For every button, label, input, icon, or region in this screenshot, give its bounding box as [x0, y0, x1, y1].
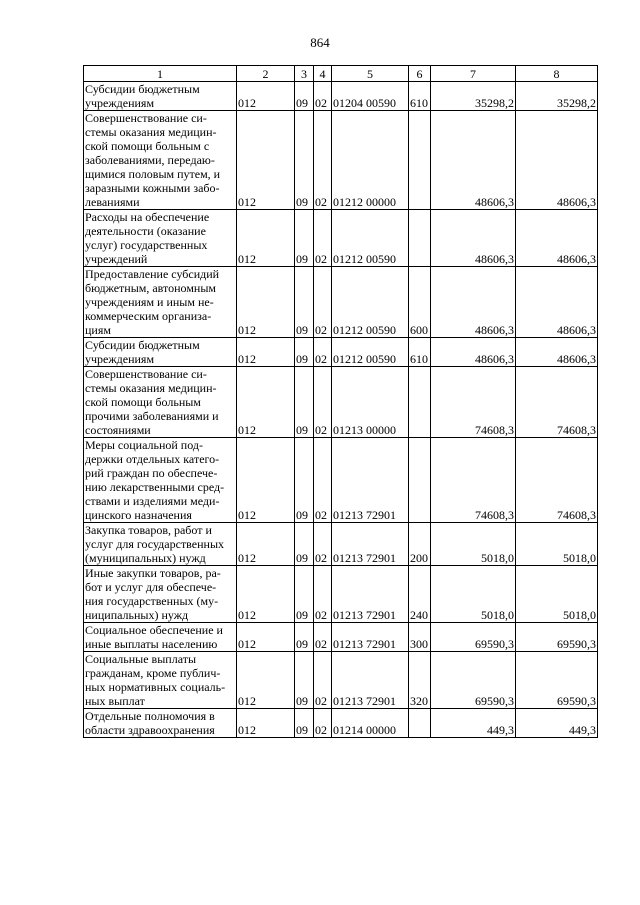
- row-name-line: бот и услуг для обеспече-: [85, 580, 217, 594]
- ministry-code-cell: 012: [237, 338, 295, 367]
- subsection-code-cell: 02: [314, 210, 332, 267]
- row-name-line: рий граждан по обеспече-: [85, 466, 218, 480]
- target-article-cell: 01212 00000: [332, 111, 409, 210]
- subsection-code-cell: 02: [314, 523, 332, 566]
- row-name-line: Отдельные полномочия в: [85, 709, 215, 723]
- column-header: 2: [237, 66, 295, 82]
- row-name-line: Меры социальной под-: [85, 438, 203, 452]
- row-name-line: ской помощи больным с: [85, 139, 210, 153]
- row-name-cell: [84, 652, 237, 709]
- amount-cell: 35298,2: [516, 82, 598, 111]
- ministry-code-cell: 012: [237, 652, 295, 709]
- column-header: 1: [84, 66, 237, 82]
- expense-type-cell: 240: [409, 566, 431, 623]
- row-name-line: ниципальных) нужд: [85, 608, 189, 622]
- row-name-line: щимися половым путем, и: [85, 167, 221, 181]
- row-name-line: услуг для государственных: [85, 537, 225, 551]
- ministry-code-cell: 012: [237, 438, 295, 523]
- row-name-line: цинского назначения: [85, 508, 192, 522]
- amount-cell: 35298,2: [431, 82, 516, 111]
- table-header-row: [84, 66, 598, 82]
- row-name-line: Расходы на обеспечение: [85, 210, 210, 224]
- row-name-line: гражданам, кроме публич-: [85, 666, 221, 680]
- subsection-code-cell: 02: [314, 709, 332, 738]
- target-article-cell: 01213 00000: [332, 367, 409, 438]
- section-code-cell: 09: [295, 523, 314, 566]
- row-name-line: услуг) государственных: [85, 238, 208, 252]
- section-code-cell: 09: [295, 652, 314, 709]
- section-code-cell: 09: [295, 623, 314, 652]
- row-name-line: состояниями: [85, 423, 151, 437]
- table-row: [84, 111, 598, 210]
- row-name-line: Совершенствование си-: [85, 111, 207, 125]
- table-row: [84, 623, 598, 652]
- amount-cell: 74608,3: [431, 438, 516, 523]
- page-number: 864: [310, 35, 330, 50]
- row-name-line: ния государственных (му-: [85, 594, 219, 608]
- row-name-cell: [84, 438, 237, 523]
- column-header: 8: [516, 66, 598, 82]
- row-name-line: Субсидии бюджетным: [85, 82, 200, 96]
- target-article-cell: 01204 00590: [332, 82, 409, 111]
- amount-cell: 48606,3: [516, 338, 598, 367]
- ministry-code-cell: 012: [237, 267, 295, 338]
- row-name-line: области здравоохранения: [85, 723, 215, 737]
- table-body: [84, 82, 598, 738]
- amount-cell: 5018,0: [431, 566, 516, 623]
- row-name-line: деятельности (оказание: [85, 224, 206, 238]
- expense-type-cell: [409, 367, 431, 438]
- row-name-line: учреждениям: [85, 96, 155, 110]
- amount-cell: 5018,0: [516, 566, 598, 623]
- table-row: [84, 709, 598, 738]
- column-header: 3: [295, 66, 314, 82]
- row-name-line: учреждениям и иным не-: [85, 295, 214, 309]
- row-name-line: Иные закупки товаров, ра-: [85, 566, 221, 580]
- row-name-line: (муниципальных) нужд: [85, 551, 206, 565]
- row-name-line: держки отдельных катего-: [85, 452, 220, 466]
- expense-type-cell: [409, 709, 431, 738]
- expense-type-cell: 610: [409, 338, 431, 367]
- row-name-line: ствами и изделиями меди-: [85, 494, 220, 508]
- expense-type-cell: 320: [409, 652, 431, 709]
- expense-type-cell: 600: [409, 267, 431, 338]
- row-name-line: нию лекарственными сред-: [85, 480, 225, 494]
- expense-type-cell: 200: [409, 523, 431, 566]
- row-name-line: ской помощи больным: [85, 395, 201, 409]
- section-code-cell: 09: [295, 566, 314, 623]
- row-name-cell: [84, 111, 237, 210]
- row-name-cell: [84, 82, 237, 111]
- row-name-line: ных выплат: [85, 694, 145, 708]
- subsection-code-cell: 02: [314, 438, 332, 523]
- subsection-code-cell: 02: [314, 623, 332, 652]
- ministry-code-cell: 012: [237, 210, 295, 267]
- row-name-line: иные выплаты населению: [85, 637, 218, 651]
- section-code-cell: 09: [295, 438, 314, 523]
- row-name-line: леваниями: [85, 195, 140, 209]
- row-name-line: Совершенствование си-: [85, 367, 207, 381]
- table-row: [84, 523, 598, 566]
- expense-type-cell: [409, 210, 431, 267]
- table-row: [84, 367, 598, 438]
- row-name-line: коммерческим организа-: [85, 309, 212, 323]
- section-code-cell: 09: [295, 111, 314, 210]
- amount-cell: 48606,3: [516, 210, 598, 267]
- row-name-cell: [84, 523, 237, 566]
- table-row: [84, 210, 598, 267]
- amount-cell: 5018,0: [516, 523, 598, 566]
- amount-cell: 5018,0: [431, 523, 516, 566]
- target-article-cell: 01212 00590: [332, 338, 409, 367]
- amount-cell: 69590,3: [516, 623, 598, 652]
- section-code-cell: 09: [295, 709, 314, 738]
- table-row: [84, 338, 598, 367]
- target-article-cell: 01213 72901: [332, 566, 409, 623]
- ministry-code-cell: 012: [237, 82, 295, 111]
- row-name-cell: [84, 566, 237, 623]
- row-name-line: ных нормативных социаль-: [85, 680, 226, 694]
- table-row: [84, 267, 598, 338]
- subsection-code-cell: 02: [314, 82, 332, 111]
- column-header: 7: [431, 66, 516, 82]
- target-article-cell: 01213 72901: [332, 438, 409, 523]
- row-name-cell: [84, 210, 237, 267]
- row-name-cell: [84, 267, 237, 338]
- row-name-line: Закупка товаров, работ и: [85, 523, 212, 537]
- ministry-code-cell: 012: [237, 367, 295, 438]
- row-name-line: Субсидии бюджетным: [85, 338, 200, 352]
- subsection-code-cell: 02: [314, 267, 332, 338]
- table-row: [84, 82, 598, 111]
- target-article-cell: 01213 72901: [332, 652, 409, 709]
- amount-cell: 69590,3: [431, 623, 516, 652]
- section-code-cell: 09: [295, 210, 314, 267]
- column-header: 5: [332, 66, 409, 82]
- amount-cell: 48606,3: [431, 338, 516, 367]
- row-name-line: Социальное обеспечение и: [85, 623, 223, 637]
- subsection-code-cell: 02: [314, 652, 332, 709]
- row-name-line: учреждений: [85, 252, 148, 266]
- row-name-line: стемы оказания медицин-: [85, 381, 217, 395]
- ministry-code-cell: 012: [237, 623, 295, 652]
- target-article-cell: 01213 72901: [332, 623, 409, 652]
- expense-type-cell: [409, 111, 431, 210]
- row-name-line: прочими заболеваниями и: [85, 409, 219, 423]
- table-row: [84, 438, 598, 523]
- amount-cell: 69590,3: [516, 652, 598, 709]
- row-name-line: бюджетным, автономным: [85, 281, 216, 295]
- amount-cell: 449,3: [516, 709, 598, 738]
- section-code-cell: 09: [295, 267, 314, 338]
- amount-cell: 69590,3: [431, 652, 516, 709]
- amount-cell: 48606,3: [431, 111, 516, 210]
- column-header: 4: [314, 66, 332, 82]
- budget-table: [83, 65, 598, 738]
- section-code-cell: 09: [295, 82, 314, 111]
- subsection-code-cell: 02: [314, 338, 332, 367]
- target-article-cell: 01212 00590: [332, 267, 409, 338]
- ministry-code-cell: 012: [237, 111, 295, 210]
- subsection-code-cell: 02: [314, 367, 332, 438]
- row-name-cell: [84, 338, 237, 367]
- row-name-cell: [84, 367, 237, 438]
- target-article-cell: 01212 00590: [332, 210, 409, 267]
- row-name-line: заразными кожными забо-: [85, 181, 220, 195]
- expense-type-cell: [409, 438, 431, 523]
- row-name-cell: [84, 623, 237, 652]
- row-name-line: Социальные выплаты: [85, 652, 197, 666]
- row-name-line: Предоставление субсидий: [85, 267, 220, 281]
- row-name-line: учреждениям: [85, 352, 155, 366]
- ministry-code-cell: 012: [237, 566, 295, 623]
- amount-cell: 74608,3: [516, 438, 598, 523]
- expense-type-cell: 300: [409, 623, 431, 652]
- ministry-code-cell: 012: [237, 709, 295, 738]
- target-article-cell: 01214 00000: [332, 709, 409, 738]
- section-code-cell: 09: [295, 338, 314, 367]
- column-header: 6: [409, 66, 431, 82]
- row-name-line: заболеваниями, передаю-: [85, 153, 215, 167]
- subsection-code-cell: 02: [314, 566, 332, 623]
- subsection-code-cell: 02: [314, 111, 332, 210]
- ministry-code-cell: 012: [237, 523, 295, 566]
- amount-cell: 48606,3: [431, 267, 516, 338]
- amount-cell: 48606,3: [431, 210, 516, 267]
- amount-cell: 449,3: [431, 709, 516, 738]
- table-row: [84, 566, 598, 623]
- amount-cell: 48606,3: [516, 111, 598, 210]
- expense-type-cell: 610: [409, 82, 431, 111]
- amount-cell: 74608,3: [516, 367, 598, 438]
- amount-cell: 48606,3: [516, 267, 598, 338]
- row-name-line: стемы оказания медицин-: [85, 125, 217, 139]
- section-code-cell: 09: [295, 367, 314, 438]
- row-name-line: циям: [85, 323, 111, 337]
- target-article-cell: 01213 72901: [332, 523, 409, 566]
- amount-cell: 74608,3: [431, 367, 516, 438]
- row-name-cell: [84, 709, 237, 738]
- table-row: [84, 652, 598, 709]
